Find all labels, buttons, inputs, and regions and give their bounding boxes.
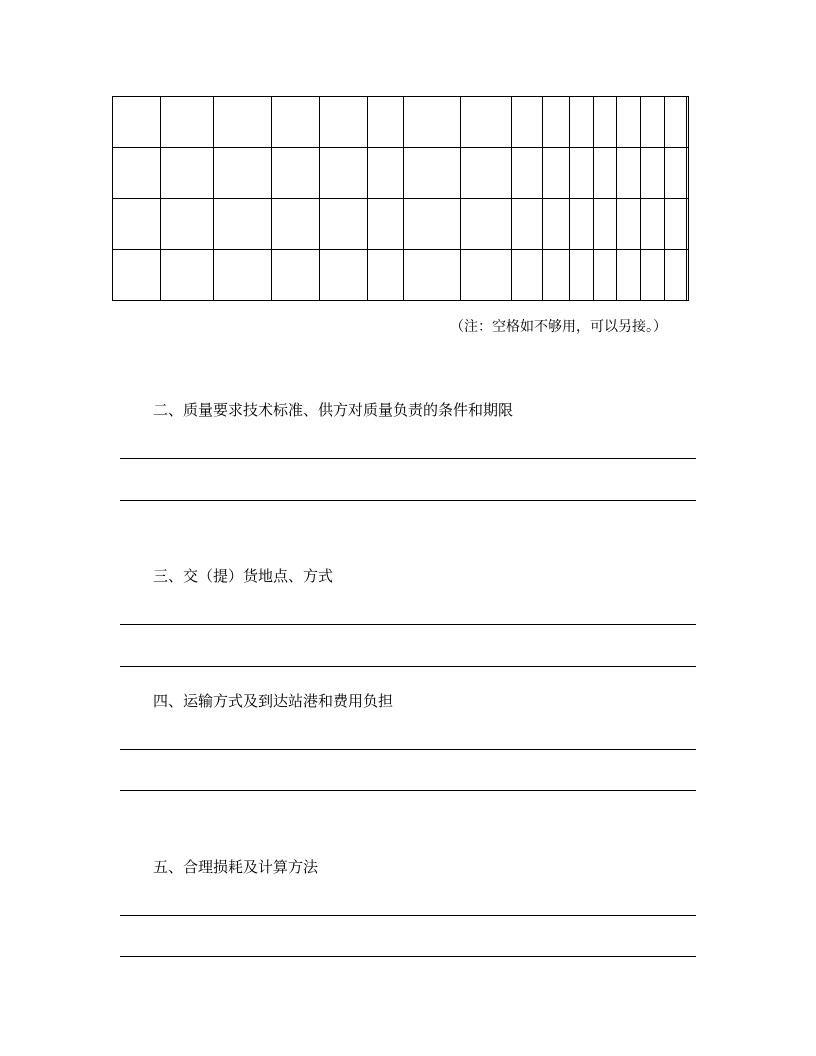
- blank-line[interactable]: [120, 624, 696, 625]
- table-cell[interactable]: [404, 148, 461, 199]
- table-cell[interactable]: [404, 250, 461, 301]
- table-cell[interactable]: [461, 148, 512, 199]
- table-cell[interactable]: [641, 97, 665, 148]
- table-cell[interactable]: [687, 250, 689, 301]
- table-cell[interactable]: [161, 97, 214, 148]
- section-heading-loss: 五、合理损耗及计算方法: [153, 858, 319, 876]
- table-cell[interactable]: [368, 148, 404, 199]
- table-cell[interactable]: [272, 97, 320, 148]
- table-cell[interactable]: [543, 97, 570, 148]
- section-heading-delivery: 三、交（提）货地点、方式: [153, 567, 334, 585]
- table-cell[interactable]: [404, 199, 461, 250]
- blank-line[interactable]: [120, 500, 696, 501]
- table-cell[interactable]: [404, 97, 461, 148]
- table-cell[interactable]: [214, 97, 272, 148]
- table-cell[interactable]: [461, 199, 512, 250]
- table-cell[interactable]: [512, 148, 543, 199]
- table-cell[interactable]: [641, 148, 665, 199]
- table-cell[interactable]: [594, 97, 617, 148]
- table-cell[interactable]: [665, 199, 687, 250]
- table-cell[interactable]: [617, 97, 641, 148]
- table-cell[interactable]: [617, 199, 641, 250]
- table-cell[interactable]: [543, 250, 570, 301]
- table-cell[interactable]: [461, 97, 512, 148]
- table-cell[interactable]: [543, 199, 570, 250]
- table-cell[interactable]: [368, 199, 404, 250]
- table-cell[interactable]: [594, 199, 617, 250]
- table-cell[interactable]: [320, 97, 368, 148]
- table-cell[interactable]: [320, 250, 368, 301]
- table-cell[interactable]: [570, 148, 594, 199]
- table-row: [113, 148, 689, 199]
- table-cell[interactable]: [641, 250, 665, 301]
- blank-line[interactable]: [120, 749, 696, 750]
- table-cell[interactable]: [570, 250, 594, 301]
- table-cell[interactable]: [161, 148, 214, 199]
- table-cell[interactable]: [113, 148, 161, 199]
- table-cell[interactable]: [665, 148, 687, 199]
- table-cell[interactable]: [641, 199, 665, 250]
- table-cell[interactable]: [617, 250, 641, 301]
- table-cell[interactable]: [687, 97, 689, 148]
- goods-table: [112, 96, 689, 301]
- table-cell[interactable]: [543, 148, 570, 199]
- table-cell[interactable]: [512, 199, 543, 250]
- table-cell[interactable]: [617, 148, 641, 199]
- table-cell[interactable]: [512, 97, 543, 148]
- table-row: [113, 250, 689, 301]
- table-cell[interactable]: [272, 199, 320, 250]
- table-cell[interactable]: [113, 199, 161, 250]
- table-cell[interactable]: [570, 199, 594, 250]
- table-note: （注：空格如不够用，可以另接。）: [450, 319, 667, 335]
- table-cell[interactable]: [368, 97, 404, 148]
- table-cell[interactable]: [570, 97, 594, 148]
- table-cell[interactable]: [214, 199, 272, 250]
- table-cell[interactable]: [320, 199, 368, 250]
- blank-line[interactable]: [120, 790, 696, 791]
- table-cell[interactable]: [214, 250, 272, 301]
- table-cell[interactable]: [272, 148, 320, 199]
- blank-line[interactable]: [120, 915, 696, 916]
- table-cell[interactable]: [113, 97, 161, 148]
- blank-line[interactable]: [120, 956, 696, 957]
- table-cell[interactable]: [665, 97, 687, 148]
- table-cell[interactable]: [594, 148, 617, 199]
- table-cell[interactable]: [665, 250, 687, 301]
- table-cell[interactable]: [687, 199, 689, 250]
- table-cell[interactable]: [161, 250, 214, 301]
- table-cell[interactable]: [687, 148, 689, 199]
- table-row: [113, 199, 689, 250]
- table-cell[interactable]: [161, 199, 214, 250]
- table-cell[interactable]: [214, 148, 272, 199]
- table-cell[interactable]: [594, 250, 617, 301]
- table-cell[interactable]: [320, 148, 368, 199]
- table-cell[interactable]: [461, 250, 512, 301]
- table-cell[interactable]: [272, 250, 320, 301]
- table-cell[interactable]: [512, 250, 543, 301]
- table-cell[interactable]: [368, 250, 404, 301]
- section-heading-transport: 四、运输方式及到达站港和费用负担: [153, 692, 394, 710]
- section-heading-quality: 二、质量要求技术标准、供方对质量负责的条件和期限: [153, 401, 514, 419]
- blank-line[interactable]: [120, 666, 696, 667]
- table-row: [113, 97, 689, 148]
- table-cell[interactable]: [113, 250, 161, 301]
- blank-line[interactable]: [120, 458, 696, 459]
